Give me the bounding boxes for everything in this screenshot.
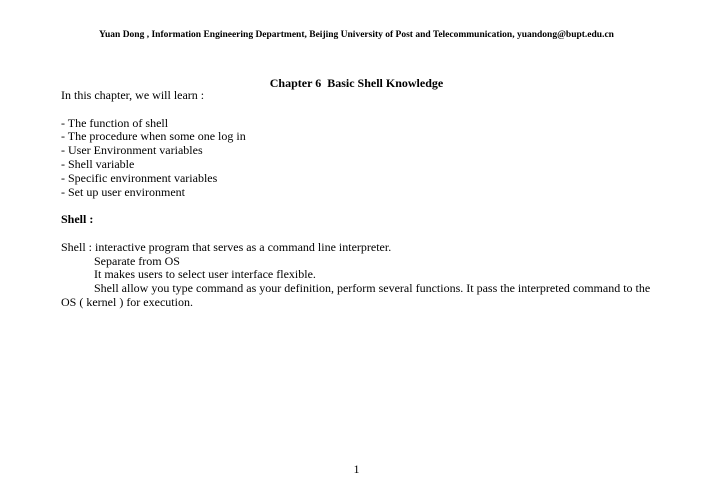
spacer: [61, 227, 661, 241]
topic-item: - User Environment variables: [61, 143, 203, 158]
shell-point: Separate from OS: [94, 253, 180, 268]
section-heading-shell: Shell :: [61, 212, 94, 227]
spacer: [61, 199, 661, 213]
page-body: [61, 89, 661, 310]
topic-item: - Set up user environment: [61, 184, 185, 199]
shell-point: It makes users to select user interface flexible.: [94, 267, 316, 282]
shell-definition: Shell : interactive program that serves as a command line interpreter.: [61, 239, 392, 254]
chapter-title: Chapter 6 Basic Shell Knowledge: [269, 76, 444, 90]
topic-item: - Shell variable: [61, 156, 135, 171]
page-header: Yuan Dong , Information Engineering Department, Beijing University of Post and Telecommunication, yuandong@bupt.edu.cn: [99, 30, 614, 40]
spacer: [61, 103, 661, 117]
shell-point: Shell allow you type command as your definition, perform several functions. It pass the interpreted command to the: [94, 281, 651, 296]
topic-item: - Specific environment variables: [61, 170, 218, 185]
topic-item: - The function of shell: [61, 115, 169, 130]
shell-point-continuation: OS ( kernel ) for execution.: [61, 294, 193, 309]
topic-item: - The procedure when some one log in: [61, 129, 246, 144]
page-number: 1: [353, 462, 360, 476]
intro-text: In this chapter, we will learn :: [61, 88, 205, 102]
